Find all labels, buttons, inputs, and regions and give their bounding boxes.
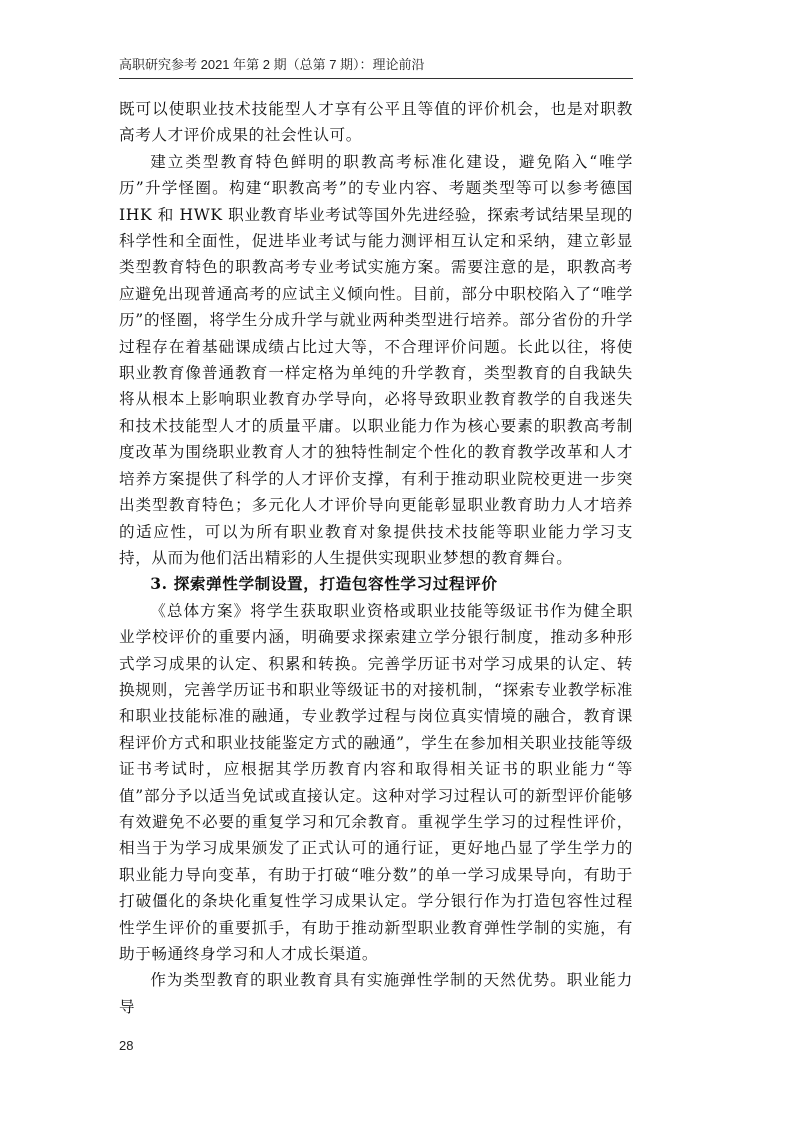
paragraph-continuation: 既可以使职业技术技能型人才享有公平且等值的评价机会，也是对职教高考人才评价成果的社会性认可。 — [119, 100, 633, 145]
header-divider — [119, 78, 633, 79]
section-heading: 3. 探索弹性学制设置，打造包容性学习过程评价 — [150, 574, 498, 594]
page-number: 28 — [119, 1038, 134, 1053]
paragraph-credit-bank: 《总体方案》将学生获取职业资格或职业技能等级证书作为健全职业学校评价的重要内涵，明确要求探索建立学分银行制度，推动多种形式学习成果的认定、积累和转换。完善学历证书对学习成果的认定、转换规则，完善学历证书和职业等级证书的对接机制，“探索专业教学标准和职业技能标准的融通，专业教学过程与岗位真实情境的融合，教育课程评价方式和职业技能鉴定方式的融通”，学生在参加相关职业技能等级证书考试时，应根据其学历教育内容和取得相关证书的职业能力“等值”部分予以适当免试或直接认定。这种对学习过程认可的新型评价能够有效避免不必要的重复学习和冗余教育。重视学生学习的过程性评价，相当于为学习成果颁发了正式认可的通行证，更好地凸显了学生学力的职业能力导向变革，有助于打破“唯分数”的单一学习成果导向，有助于打破僵化的条块化重复性学习成果认定。学分银行作为打造包容性过程性学生评价的重要抓手，有助于推动新型职业教育弹性学制的实施，有助于畅通终身学习和人才成长渠道。 — [119, 601, 633, 963]
article-body — [119, 96, 633, 1020]
paragraph-exam-standardization: 建立类型教育特色鲜明的职教高考标准化建设，避免陷入“唯学历”升学怪圈。构建“职教高考”的专业内容、考题类型等可以参考德国 IHK 和 HWK 职业教育毕业考试等国外先进经验，探索考试结果呈现的科学性和全面性，促进毕业考试与能力测评相互认定和采纳，建立彰显类型教育特色的职教高考专业考试实施方案。需要注意的是，职教高考应避免出现普通高考的应试主义倾向性。目前，部分中职校陷入了“唯学历”的怪圈，将学生分成升学与就业两种类型进行培养。部分省份的升学过程存在着基础课成绩占比过大等，不合理评价问题。长此以往，将使职业教育像普通教育一样定格为单纯的升学教育，类型教育的自我缺失将从根本上影响职业教育办学导向，必将导致职业教育教学的自我迷失和技术技能型人才的质量平庸。以职业能力作为核心要素的职教高考制度改革为围绕职业教育人才的独特性制定个性化的教育教学改革和人才培养方案提供了科学的人才评价支撑，有利于推动职业院校更进一步突出类型教育特色；多元化人才评价导向更能彰显职业教育助力人才培养的适应性，可以为所有职业教育对象提供技术技能等职业能力学习支持，从而为他们活出精彩的人生提供实现职业梦想的教育舞台。 — [119, 152, 633, 567]
paragraph-flexible-schooling: 作为类型教育的职业教育具有实施弹性学制的天然优势。职业能力导 — [119, 971, 633, 1016]
running-header: 高职研究参考 2021 年第 2 期（总第 7 期）：理论前沿 — [119, 57, 425, 72]
